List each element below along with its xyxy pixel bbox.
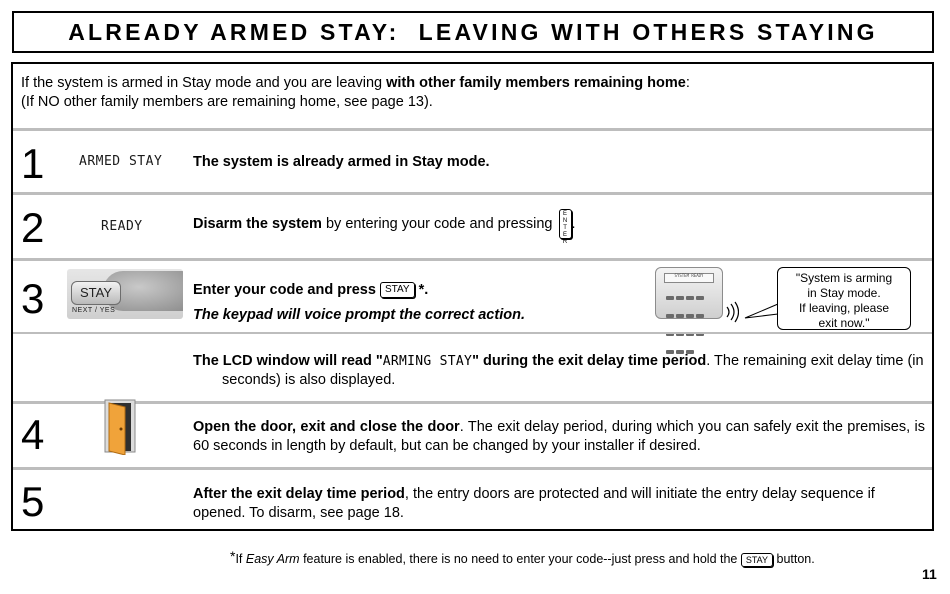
step-3-bold-end: *. xyxy=(414,282,429,298)
step-4-number: 4 xyxy=(21,411,45,458)
page-number: 11 xyxy=(922,566,937,582)
stay-key-icon: STAY xyxy=(741,553,773,567)
door-icon xyxy=(101,399,137,455)
footnote-pre: If xyxy=(235,552,246,566)
step-2-lcd-display: READY xyxy=(101,219,143,234)
step-5-bold: After the exit delay time period xyxy=(193,486,405,502)
step-3-number: 3 xyxy=(21,275,45,322)
step-3-text xyxy=(193,278,633,328)
intro-line1-post: : xyxy=(685,75,690,91)
footnote-italic: Easy Arm xyxy=(245,552,300,566)
stay-button-sublabel: NEXT / YES xyxy=(72,307,116,314)
stay-button-photo xyxy=(67,269,183,319)
lcd-arming-stay: ARMING STAY xyxy=(382,354,473,369)
bubble-line: If leaving, please xyxy=(798,301,890,315)
lcd-window-text xyxy=(193,352,925,390)
step-3-bold: Enter your code and press xyxy=(193,282,380,298)
step-2-post: by entering your code and pressing xyxy=(321,215,557,232)
step-1-text xyxy=(193,153,925,172)
footnote-post: button. xyxy=(773,552,815,566)
stay-key-icon: STAY xyxy=(380,282,415,298)
divider xyxy=(13,258,932,261)
intro-line1-bold: with other family members remaining home xyxy=(386,75,686,91)
lcd-line-pre: The LCD window will read " xyxy=(193,353,383,369)
voice-prompt-bubble xyxy=(777,267,911,330)
intro-line1-pre: If the system is armed in Stay mode and you are leaving xyxy=(21,75,387,91)
intro-text xyxy=(21,74,921,112)
step-1-number: 1 xyxy=(21,140,45,187)
step-1-lcd-display: ARMED STAY xyxy=(79,154,163,169)
footnote-star: * xyxy=(230,548,236,564)
step-5-number: 5 xyxy=(21,478,45,525)
page-title: ALREADY ARMED STAY: LEAVING WITH OTHERS STAYING xyxy=(68,18,878,45)
lcd-line-mid: " during the exit delay time period xyxy=(472,353,707,369)
step-2-end: . xyxy=(571,215,576,232)
step-3-italic: The keypad will voice prompt the correct action. xyxy=(193,307,525,323)
keypad-screen: SYSTEM READY xyxy=(664,273,714,283)
intro-line2: (If NO other family members are remaining home, see page 13). xyxy=(21,94,433,110)
step-1-bold: The system is already armed in Stay mode. xyxy=(193,154,490,170)
footnote xyxy=(230,548,815,567)
stay-button-image-label: STAY xyxy=(71,281,121,305)
title-banner xyxy=(12,11,934,53)
step-4-post: . The exit delay period, during which you can safely exit the premises, is 60 seconds in length by default, but can be changed by your installer if desired. xyxy=(193,419,925,454)
keypad-image xyxy=(655,267,723,319)
divider xyxy=(13,192,932,195)
enter-key-icon: E N T E R xyxy=(559,209,572,239)
divider xyxy=(13,128,932,131)
keypad-keys xyxy=(666,288,714,360)
step-2-bold: Disarm the system xyxy=(193,215,322,232)
divider xyxy=(13,467,932,470)
sound-waves-icon xyxy=(725,301,739,323)
step-4-text xyxy=(193,418,925,456)
footnote-mid: feature is enabled, there is no need to enter your code--just press and hold the xyxy=(299,552,741,566)
step-2-text xyxy=(193,209,925,245)
bubble-line: in Stay mode. xyxy=(807,286,881,300)
instructions-panel xyxy=(11,62,934,531)
step-2-number: 2 xyxy=(21,204,45,251)
step-5-text xyxy=(193,485,925,523)
divider xyxy=(13,332,932,334)
step-4-bold: Open the door, exit and close the door xyxy=(193,419,460,435)
lcd-line-post: . The remaining exit delay time (in seconds) is also displayed. xyxy=(222,353,924,388)
step-5-post: , the entry doors are protected and will initiate the entry delay sequence if opened. To disarm, see page 18. xyxy=(193,486,875,521)
divider xyxy=(13,401,932,404)
speech-bubble-tail xyxy=(743,296,779,326)
bubble-line: "System is arming xyxy=(795,271,893,285)
bubble-line: exit now." xyxy=(818,316,870,330)
